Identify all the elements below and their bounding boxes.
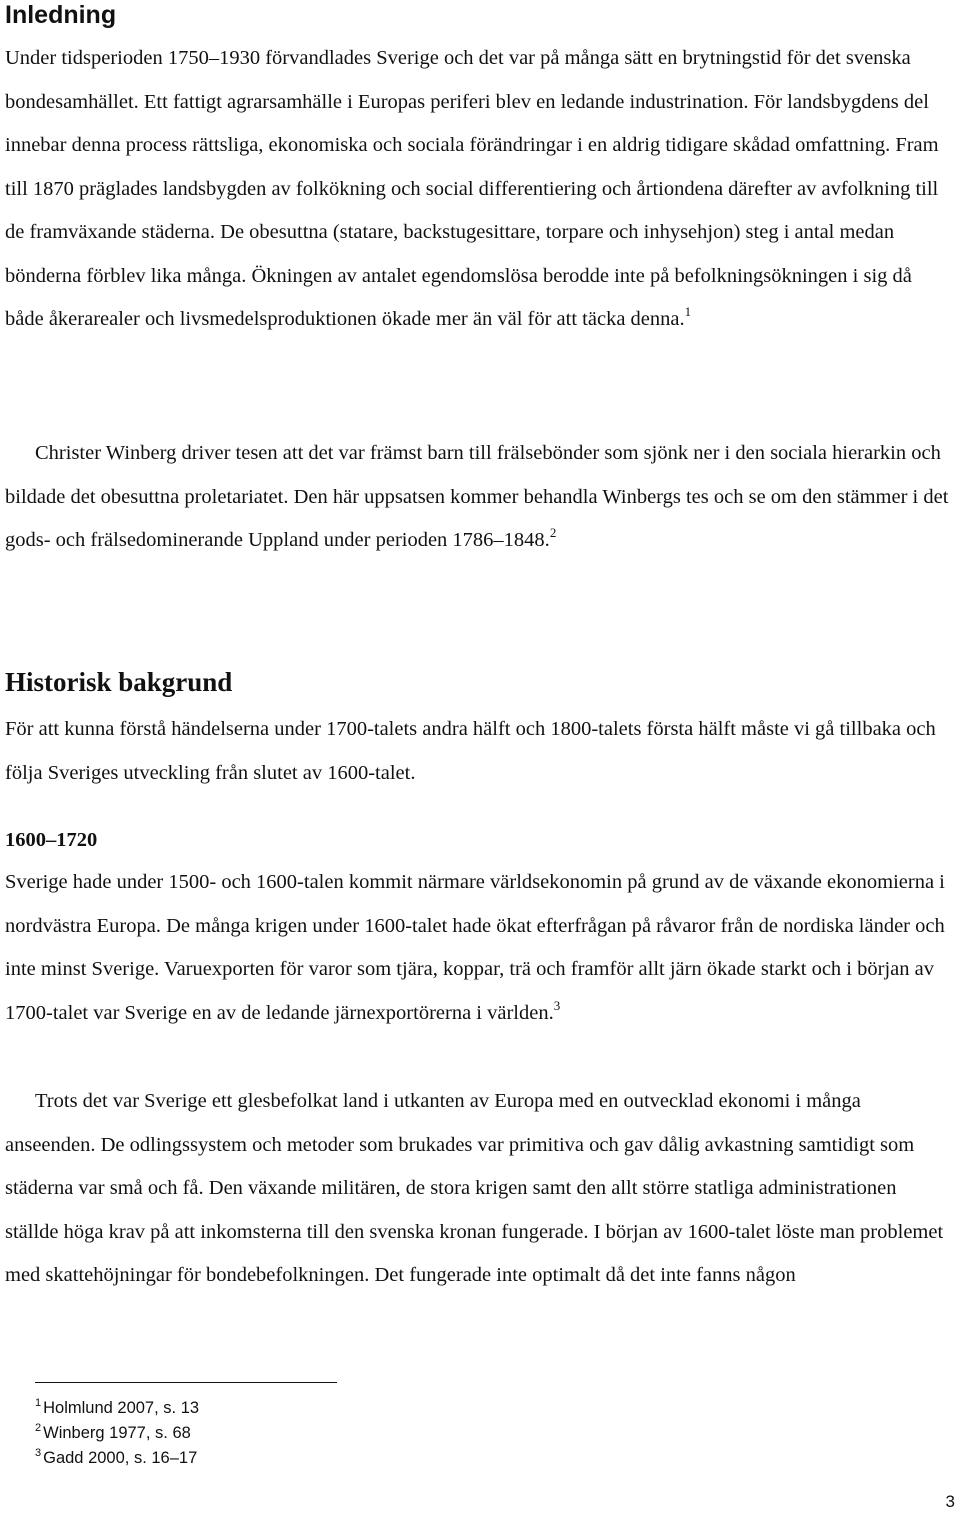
paragraph-historisk-intro: För att kunna förstå händelserna under 1700-talets andra hälft och 1800-talets första hälft måste vi gå tillbaka och följa Sveriges utveckling från slutet av 1600-talet. — [5, 718, 936, 784]
paragraph-text: Sverige hade under 1500- och 1600-talen kommit närmare världsekonomin på grund av de växande ekonomierna i nordvästra Europa. De många krigen under 1600-talet hade ökat efterfrågan på råvaror från de nordiska länder och inte minst Sverige. Varuexporten för varor som tjära, koppar, trä och framför allt järn ökade starkt och i början av 1700-talet var Sverige en av de ledande järnexportörerna i världen. — [5, 871, 945, 1024]
footnote-number: 2 — [35, 1422, 42, 1434]
footnote-text: Gadd 2000, s. 16–17 — [43, 1449, 198, 1467]
section-heading-historisk-bakgrund: Historisk bakgrund — [5, 667, 233, 697]
paragraph-text: Under tidsperioden 1750–1930 förvandlades Sverige och det var på många sätt en brytningstid för det svenska bondesamhället. Ett fattigt agrarsamhälle i Europas periferi blev en ledande industrination. För landsbygdens del innebar denna process rättsliga, ekonomiska och sociala förändringar i en aldrig tidigare skådad omfattning. Fram till 1870 präglades landsbygden av folkökning och social differentiering och årtiondena därefter av avfolkning till de framväxande städerna. De obesuttna (statare, backstugesittare, torpare och inhysehjon) steg i antal medan bönderna förblev lika många. Ökningen av antalet egendomslösa berodde inte på befolkningsökningen i sig då både åkerarealer och livsmedelsproduktionen ökade mer än väl för att täcka denna. — [5, 47, 939, 330]
paragraph-text: Christer Winberg driver tesen att det var främst barn till frälsebönder som sjönk ner i den sociala hierarkin och bildade det obesuttna proletariatet. Den här uppsatsen kommer behandla Winbergs tes och se om den stämmer i det gods- och frälsedominerande Uppland under perioden 1786–1848. — [5, 442, 949, 551]
footnote-item — [35, 1396, 199, 1421]
paragraph-1600-1720-1 — [5, 861, 955, 1035]
footnote-item — [35, 1446, 199, 1471]
footnote-ref-3[interactable]: 3 — [553, 997, 561, 1013]
footnote-item — [35, 1421, 199, 1446]
paragraph-inledning-2 — [5, 432, 955, 563]
paragraph-1600-1720-2: Trots det var Sverige ett glesbefolkat land i utkanten av Europa med en outvecklad ekonomi i många anseenden. De odlingssystem och metoder som brukades var primitiva och gav dålig avkastning samtidigt som städerna var små och få. Den växande militären, de stora krigen samt den allt större statliga administrationen ställde höga krav på att inkomsterna till den svenska kronan fungerade. I början av 1600-talet löste man problemet med skattehöjningar för bondebefolkningen. Det fungerade inte optimalt då det inte fanns någon — [5, 1090, 944, 1286]
footnote-text: Holmlund 2007, s. 13 — [43, 1399, 200, 1417]
footnote-number: 3 — [35, 1447, 42, 1459]
section-heading-inledning: Inledning — [5, 1, 117, 29]
footnote-list — [35, 1396, 199, 1471]
subheading-1600-1720: 1600–1720 — [5, 829, 98, 851]
footnote-separator — [35, 1382, 337, 1383]
footnote-ref-2[interactable]: 2 — [549, 525, 557, 540]
paragraph-inledning-1 — [5, 37, 955, 342]
footnote-number: 1 — [35, 1397, 42, 1409]
page-number: 3 — [945, 1492, 955, 1511]
footnote-text: Winberg 1977, s. 68 — [43, 1424, 191, 1442]
footnote-ref-1[interactable]: 1 — [684, 304, 692, 319]
